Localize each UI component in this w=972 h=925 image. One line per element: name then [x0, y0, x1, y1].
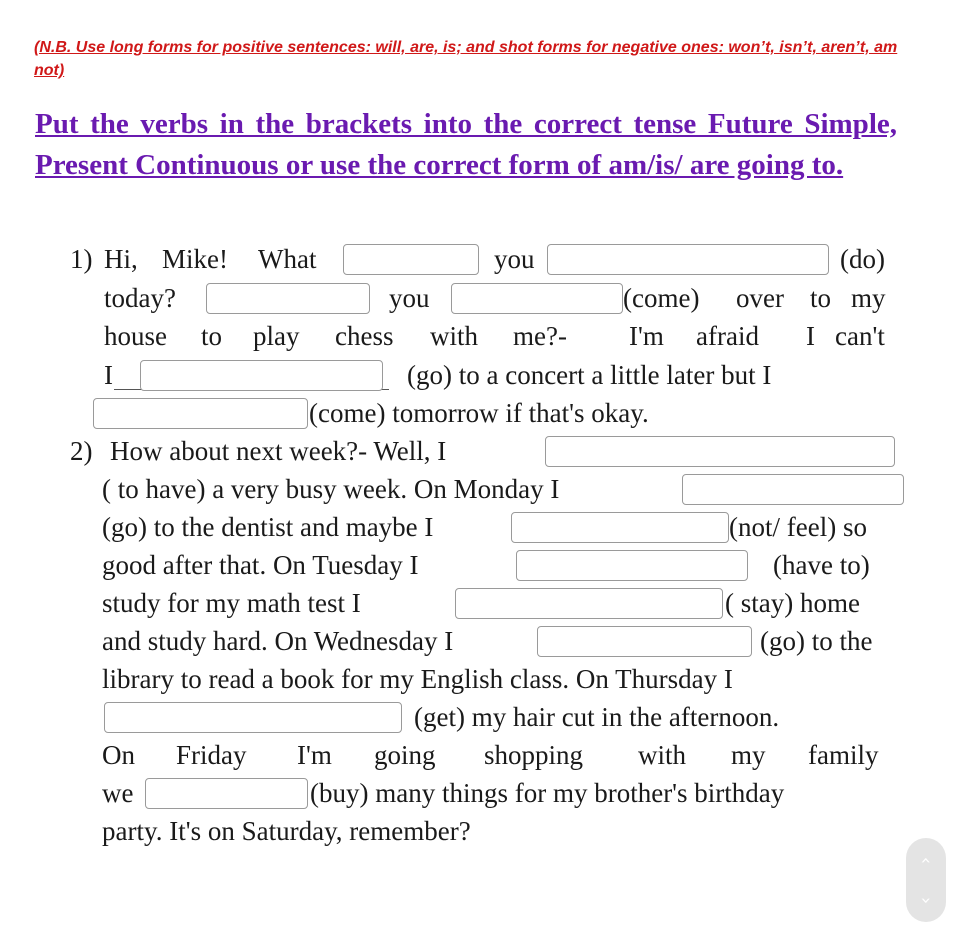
- ex2-line-7: [0, 660, 972, 698]
- ex1-number: 1): [70, 244, 93, 274]
- word: to: [810, 283, 832, 313]
- sentence-text: (go) to the dentist and maybe I: [102, 512, 434, 542]
- word: What: [258, 244, 317, 274]
- ex2-line-6: [0, 622, 972, 660]
- word: Mike!: [162, 244, 228, 274]
- word: I: [806, 321, 815, 351]
- answer-box-2[interactable]: [547, 244, 829, 275]
- word: my: [851, 283, 886, 313]
- word: you: [389, 283, 430, 313]
- word: I'm: [629, 321, 664, 351]
- word: (come): [623, 283, 700, 313]
- word: me?-: [513, 321, 567, 351]
- sentence-text: ( to have) a very busy week. On Monday I: [102, 474, 560, 504]
- answer-box-10[interactable]: [516, 550, 748, 581]
- answer-box-5[interactable]: [140, 360, 383, 391]
- ex1-line-2: [0, 279, 972, 317]
- ex2-line-11: [0, 812, 972, 850]
- word: shopping: [484, 740, 584, 770]
- answer-box-11[interactable]: [455, 588, 723, 619]
- ex1-line-5: [0, 394, 972, 432]
- word: to: [201, 321, 223, 351]
- sentence-text: party. It's on Saturday, remember?: [102, 816, 471, 846]
- ex1-line-3: [0, 317, 972, 355]
- word: we: [102, 778, 134, 808]
- word: family: [808, 740, 879, 770]
- sentence-text: How about next week?- Well, I: [110, 436, 447, 466]
- sentence-text: good after that. On Tuesday I: [102, 550, 419, 580]
- ex2-line-8: [0, 698, 972, 736]
- word: house: [104, 321, 167, 351]
- answer-box-13[interactable]: [104, 702, 402, 733]
- sentence-text: (go) to a concert a little later but I: [407, 360, 772, 390]
- answer-box-3[interactable]: [206, 283, 370, 314]
- word: can't: [835, 321, 885, 351]
- sentence-text: (not/ feel) so: [729, 512, 867, 542]
- answer-box-12[interactable]: [537, 626, 752, 657]
- answer-box-8[interactable]: [682, 474, 904, 505]
- word: Friday: [176, 740, 247, 770]
- word: with: [638, 740, 687, 770]
- answer-box-7[interactable]: [545, 436, 895, 467]
- sentence-text: (get) my hair cut in the afternoon.: [414, 702, 780, 732]
- word: (do): [840, 244, 885, 274]
- sentence-text: (go) to the: [760, 626, 873, 656]
- sentence-text: (have to): [773, 550, 870, 580]
- word: with: [430, 321, 479, 351]
- word: over: [736, 283, 784, 313]
- word: chess: [335, 321, 394, 351]
- answer-box-14[interactable]: [145, 778, 308, 809]
- word: afraid: [696, 321, 759, 351]
- page-scroll-control[interactable]: [906, 838, 946, 922]
- ex1-line-4: [0, 356, 972, 394]
- word: I'm: [297, 740, 332, 770]
- word: my: [731, 740, 766, 770]
- ex2-line-5: [0, 584, 972, 622]
- word: you: [494, 244, 535, 274]
- chevron-up-icon[interactable]: ‹: [915, 856, 937, 865]
- ex2-line-10: [0, 774, 972, 812]
- answer-box-4[interactable]: [451, 283, 623, 314]
- ex2-line-4: [0, 546, 972, 584]
- sentence-text: library to read a book for my English class. On Thursday I: [102, 664, 733, 694]
- exercise-heading: Put the verbs in the brackets into the correct tense Future Simple, Present Continuous or use the correct form of am/is/ are going to.: [35, 108, 897, 181]
- ex2-line-9: [0, 736, 972, 774]
- ex2-line-3: [0, 508, 972, 546]
- answer-box-6[interactable]: [93, 398, 308, 429]
- sentence-text: (buy) many things for my brother's birthday: [310, 778, 785, 808]
- ex1-line-1: [0, 240, 972, 278]
- word: today?: [104, 283, 176, 313]
- sentence-text: study for my math test I: [102, 588, 361, 618]
- word: Hi,: [104, 244, 138, 274]
- sentence-text: ( stay) home: [725, 588, 860, 618]
- sentence-text: and study hard. On Wednesday I: [102, 626, 454, 656]
- ex2-number: 2): [70, 436, 93, 466]
- sentence-text: (come) tomorrow if that's okay.: [309, 398, 649, 428]
- answer-box-1[interactable]: [343, 244, 479, 275]
- ex2-line-2: [0, 470, 972, 508]
- chevron-down-icon[interactable]: ›: [915, 896, 937, 905]
- answer-box-9[interactable]: [511, 512, 729, 543]
- word: On: [102, 740, 135, 770]
- word: I: [104, 360, 113, 390]
- word: going: [374, 740, 436, 770]
- ex2-line-1: [0, 432, 972, 470]
- instruction-note: (N.B. Use long forms for positive sentences: will, are, is; and shot forms for negative ones: won’t, isn’t, aren’t, am not): [34, 39, 898, 79]
- word: play: [253, 321, 300, 351]
